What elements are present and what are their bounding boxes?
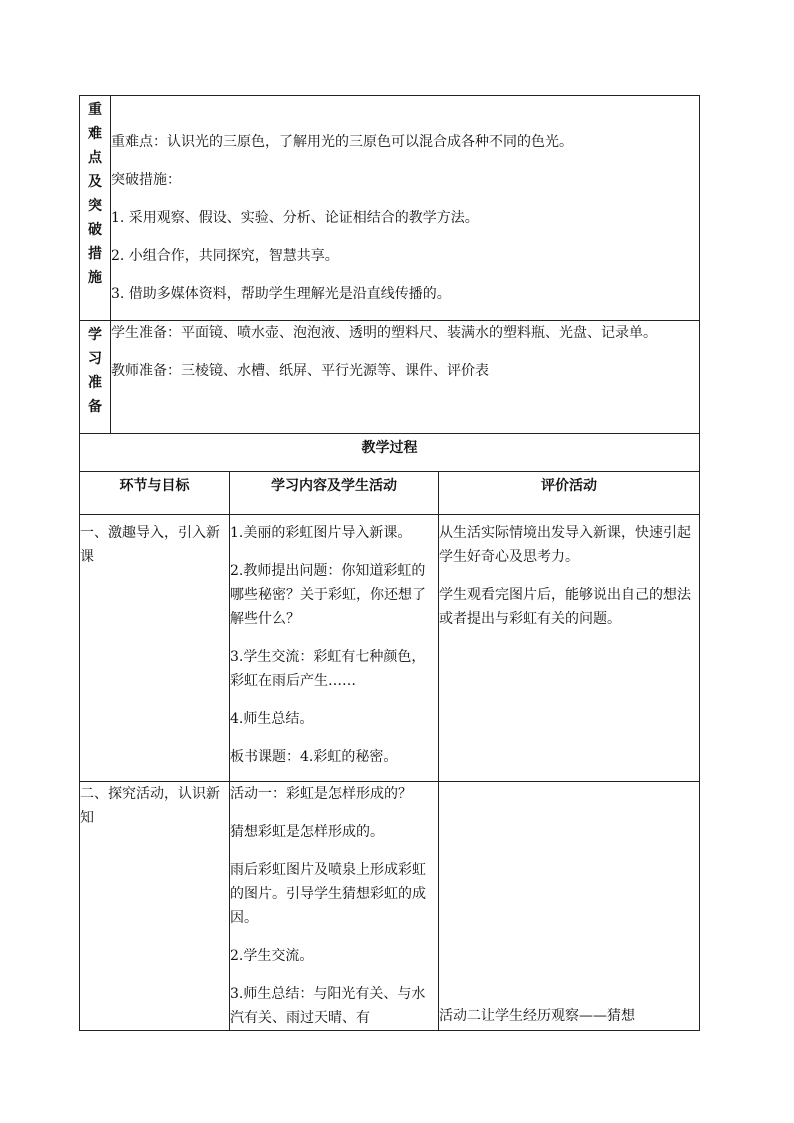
lesson-plan-table — [79, 95, 700, 1031]
activity-item: 4.师生总结。 — [230, 711, 314, 727]
activity-item: 3.师生总结：与阳光有关、与水汽有关、雨过天晴、有 — [230, 986, 426, 1026]
activity-item: 板书课题：4.彩虹的秘密。 — [230, 749, 398, 765]
process-header-row — [80, 472, 700, 515]
table-row — [80, 782, 700, 1031]
preparation-label — [80, 321, 111, 434]
activity-item: 2.教师提出问题：你知道彩虹的哪些秘密？关于彩虹，你还想了解些什么？ — [230, 563, 426, 627]
activities-cell — [230, 515, 439, 782]
label-char: 施 — [88, 270, 102, 286]
label-char: 突 — [88, 198, 102, 214]
measure-item: 1. 采用观察、假设、实验、分析、论证相结合的教学方法。 — [111, 210, 479, 226]
label-char: 破 — [88, 222, 102, 238]
student-preparation: 学生准备：平面镜、喷水壶、泡泡液、透明的塑料尺、装满水的塑料瓶、光盘、记录单。 — [111, 325, 657, 341]
process-title-row — [80, 434, 700, 472]
stage-text: 二、探究活动，认识新知 — [80, 786, 220, 826]
activity-item: 1.美丽的彩虹图片导入新课。 — [230, 525, 412, 541]
label-char: 点 — [88, 150, 102, 166]
evaluation-item: 学生观看完图片后，能够说出自己的想法或者提出与彩虹有关的问题。 — [439, 587, 691, 627]
activity-item: 2.学生交流。 — [230, 948, 314, 964]
header-activities: 学习内容及学生活动 — [230, 472, 439, 515]
header-evaluation: 评价活动 — [439, 472, 700, 515]
teacher-preparation: 教师准备：三棱镜、水槽、纸屏、平行光源等、课件、评价表 — [111, 363, 489, 379]
header-stage: 环节与目标 — [80, 472, 230, 515]
evaluation-cell — [439, 782, 700, 1031]
difficulty-label — [80, 96, 111, 321]
label-char: 及 — [88, 174, 102, 190]
label-char: 习 — [88, 351, 102, 367]
label-char: 准 — [88, 375, 102, 391]
label-char: 难 — [88, 126, 102, 142]
label-char: 备 — [88, 399, 102, 415]
process-title: 教学过程 — [80, 434, 700, 472]
stage-text: 一、激趣导入，引入新课 — [80, 525, 220, 565]
evaluation-item: 活动二让学生经历观察——猜想 — [439, 1008, 635, 1024]
label-char: 学 — [88, 327, 102, 343]
table-row — [80, 515, 700, 782]
measure-item: 2. 小组合作，共同探究，智慧共享。 — [111, 248, 339, 264]
stage-cell — [80, 515, 230, 782]
difficulty-row — [80, 96, 700, 321]
evaluation-item: 从生活实际情境出发导入新课，快速引起学生好奇心及思考力。 — [439, 525, 691, 565]
label-char: 措 — [88, 246, 102, 262]
activity-item: 雨后彩虹图片及喷泉上形成彩虹的图片。引导学生猜想彩虹的成因。 — [230, 862, 426, 926]
evaluation-cell — [439, 515, 700, 782]
activity-item: 活动一：彩虹是怎样形成的？ — [230, 786, 412, 802]
difficulty-content — [111, 96, 700, 321]
measure-item: 3. 借助多媒体资料，帮助学生理解光是沿直线传播的。 — [111, 286, 451, 302]
label-char: 重 — [88, 102, 102, 118]
activities-cell — [230, 782, 439, 1031]
stage-cell — [80, 782, 230, 1031]
key-point-text: 重难点：认识光的三原色，了解用光的三原色可以混合成各种不同的色光。 — [111, 134, 573, 150]
preparation-row — [80, 321, 700, 434]
activity-item: 猜想彩虹是怎样形成的。 — [230, 824, 384, 840]
activity-item: 3.学生交流：彩虹有七种颜色，彩虹在雨后产生…… — [230, 649, 426, 689]
preparation-content — [111, 321, 700, 434]
measures-title: 突破措施： — [111, 172, 181, 188]
